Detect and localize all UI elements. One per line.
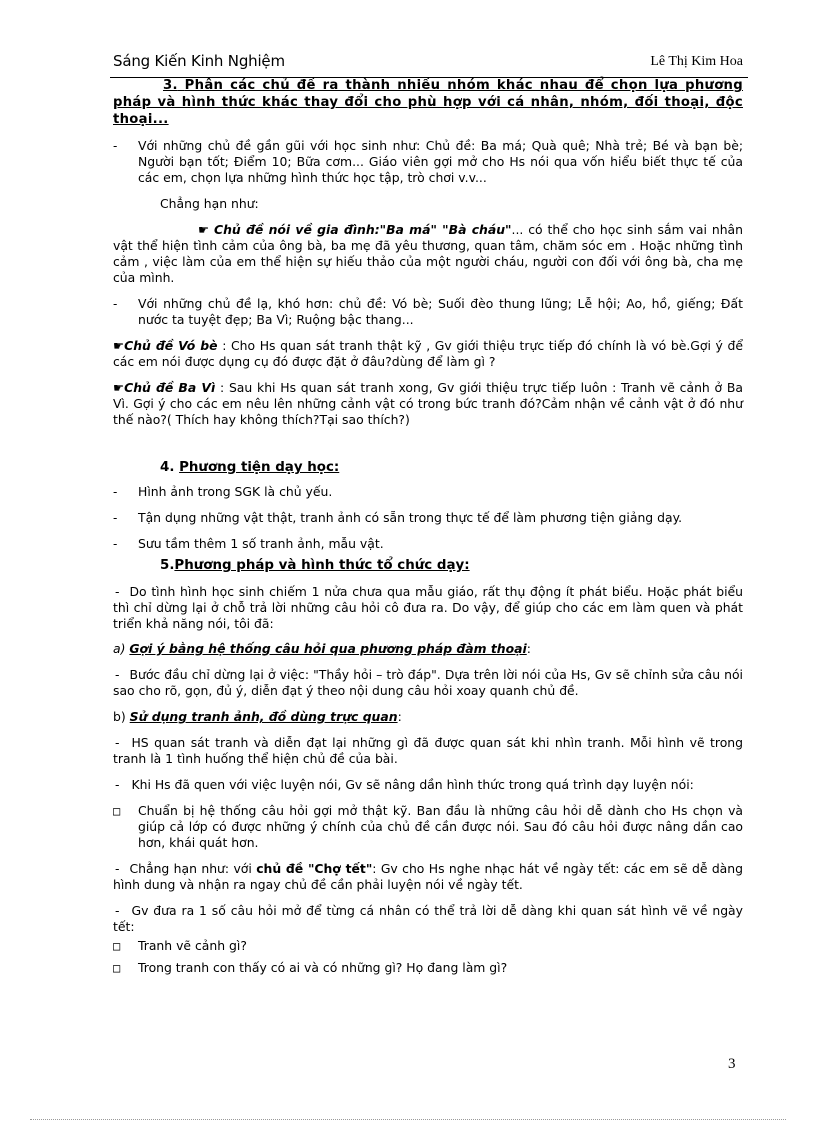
paragraph-text: Chẳng hạn như: với (129, 861, 257, 876)
section-4-number: 4. (160, 460, 175, 475)
page-number: 3 (728, 1056, 736, 1072)
paragraph-picture-observation (113, 735, 743, 767)
section-5-number: 5. (160, 558, 175, 573)
square-bullet-icon: □ (113, 804, 121, 818)
list-item (113, 510, 743, 526)
section-3-number: 3. (163, 78, 178, 93)
list-item (113, 536, 743, 552)
question-item (113, 960, 743, 976)
section-3-title: Phân các chủ đề ra thành nhiều nhóm khác nhau để chọn lựa phương pháp và hình thức khác thay đổi cho phù hợp với cá nhân, nhóm, đối thoại, độc thoại... (113, 78, 743, 127)
dash-bullet: - (115, 667, 120, 682)
pointing-hand-icon: ☛ (113, 338, 125, 353)
paragraph-student-situation (113, 584, 743, 632)
paragraph-text: : Cho Hs quan sát tranh thật kỹ , Gv giới thiệu trực tiếp đó chính là vó bè.Gợi ý để các em nói được dụng cụ đó được đặt ở đâu?dùng để làm gì ? (113, 338, 743, 369)
paragraph-question-answer (113, 667, 743, 699)
paragraph-text: Chuẩn bị hệ thống câu hỏi gợi mở thật kỹ. Ban đầu là những câu hỏi dễ dành cho Hs chọn và giúp cả lớp có được những ý chính của chủ đề cần được nói. Sau đó câu hỏi được nâng dần cao hơn, khái quát hơn. (138, 803, 743, 850)
paragraph-text: Khi Hs đã quen với việc luyện nói, Gv sẽ nâng dần hình thức trong quá trình dạy luyện nói: (131, 777, 694, 792)
subsection-a-colon: : (526, 641, 531, 656)
teaching-materials-list (113, 484, 743, 552)
section-5-heading (113, 558, 743, 574)
paragraph-unfamiliar-topics (113, 296, 743, 328)
list-item (113, 484, 743, 500)
question-item (113, 938, 743, 954)
question-text: Trong tranh con thấy có ai và có những gì? Họ đang làm gì? (138, 960, 508, 975)
section-3-heading (113, 77, 743, 128)
dash-bullet: - (113, 485, 118, 499)
paragraph-text: Với những chủ đề lạ, khó hơn: chủ đề: Vó bè; Suối đèo thung lũng; Lễ hội; Ao, hồ, giếng; Đất nước ta tuyệt đẹp; Ba Vì; Ruộng bậc thang... (138, 296, 743, 327)
paragraph-text: ... có thể cho học sinh sắm vai nhân vật thể hiện tình cảm của ông bà, ba mẹ đã yêu thương, quan tâm, chăm sóc em . Hoặc những tình cảm , việc làm của em thể hiện sự hiếu thảo của một người cháu, người con đối với ông bà, cha mẹ của mình. (113, 222, 743, 285)
section-5-title: Phương pháp và hình thức tổ chức dạy: (174, 558, 470, 573)
dash-bullet: - (115, 861, 120, 876)
paragraph-text: : Gv cho Hs nghe nhạc hát về ngày tết: các em sẽ dễ dàng hình dung và nhận ra ngay chủ đề cần phải luyện nói về ngày tết. (113, 861, 743, 892)
vo-be-topic-title: Chủ đề Vó bè (124, 338, 218, 353)
subsection-b-title: Sử dụng tranh ảnh, đồ dùng trực quan (129, 709, 398, 724)
section-4-heading (113, 460, 743, 476)
paragraph-speaking-practice (113, 777, 743, 793)
tet-market-topic: chủ đề "Chợ tết" (256, 861, 373, 876)
pointing-hand-icon: ☛ (198, 222, 210, 237)
dash-bullet: - (115, 777, 120, 792)
dash-bullet: - (113, 139, 118, 153)
subsection-a-title: Gợi ý bằng hệ thống câu hỏi qua phương pháp đàm thoại (129, 641, 527, 656)
page-body (113, 76, 743, 976)
paragraph-text: : Sau khi Hs quan sát tranh xong, Gv giới thiệu trực tiếp luôn : Tranh vẽ cảnh ở Ba Vì. Gợi ý cho các em nêu lên những cảnh vật có trong bức tranh đó?Cảm nhận về cảnh vật ở đó như thế nào?( Thích hay không thích?Tại sao thích?) (113, 380, 744, 427)
dash-bullet: - (115, 735, 120, 750)
paragraph-familiar-topics (113, 138, 743, 186)
paragraph-ba-vi (113, 380, 743, 428)
section-4-title: Phương tiện dạy học: (179, 460, 340, 475)
paragraph-text: Do tình hình học sinh chiếm 1 nửa chưa qua mẫu giáo, rất thụ động ít phát biểu. Hoặc phát biểu thì chỉ dừng lại ở chỗ trả lời những câu hỏi cô đưa ra. Do vậy, để giúp cho các em làm quen và phát triển khả năng nói, tôi đã: (113, 584, 743, 631)
paragraph-family-topic (113, 222, 743, 286)
subsection-a-heading (113, 641, 743, 657)
header-author: Lê Thị Kim Hoa (650, 54, 743, 69)
ba-vi-topic-title: Chủ đề Ba Vì (124, 380, 216, 395)
subsection-b-label: b) (113, 709, 126, 724)
family-topic-title: Chủ đề nói về gia đình:"Ba má" "Bà cháu" (214, 222, 512, 237)
pointing-hand-icon: ☛ (113, 380, 125, 395)
subsection-b-colon: : (397, 709, 402, 724)
header-left-title: Sáng Kiến Kinh Nghiệm (113, 52, 285, 70)
paragraph-vo-be (113, 338, 743, 370)
paragraph-text: Bước đầu chỉ dừng lại ở việc: "Thầy hỏi – trò đáp". Dựa trên lời nói của Hs, Gv sẽ chỉnh sửa câu nói sao cho rõ, gọn, đủ ý, diễn đạt ý theo nội dung câu hỏi xoay quanh chủ đề. (113, 667, 743, 698)
page-bottom-border (30, 1119, 786, 1120)
question-text: Tranh vẽ cảnh gì? (138, 938, 247, 953)
dash-bullet: - (113, 511, 118, 525)
paragraph-open-questions (113, 903, 743, 935)
paragraph-text: Gv đưa ra 1 số câu hỏi mở để từng cá nhân có thể trả lời dễ dàng khi quan sát hình vẽ về ngày tết: (113, 903, 743, 934)
list-item-text: Tận dụng những vật thật, tranh ảnh có sẵn trong thực tế để làm phương tiện giảng dạy. (138, 510, 683, 525)
subsection-b-heading (113, 709, 743, 725)
paragraph-text: HS quan sát tranh và diễn đạt lại những gì đã được quan sát khi nhìn tranh. Mỗi hình vẽ trong tranh là 1 tình huống thể hiện chủ đề của bài. (113, 735, 743, 766)
dash-bullet: - (113, 297, 118, 311)
paragraph-tet-market (113, 861, 743, 893)
dash-bullet: - (115, 584, 120, 599)
square-bullet-icon: □ (113, 939, 121, 953)
dash-bullet: - (115, 903, 120, 918)
subsection-a-label: a) (113, 641, 126, 656)
dash-bullet: - (113, 537, 118, 551)
paragraph-prepare-questions (113, 803, 743, 851)
list-item-text: Hình ảnh trong SGK là chủ yếu. (138, 484, 333, 499)
for-example-line: Chẳng hạn như: (160, 196, 259, 211)
list-item-text: Sưu tầm thêm 1 số tranh ảnh, mẫu vật. (138, 536, 384, 551)
paragraph-text: Với những chủ đề gần gũi với học sinh như: Chủ đề: Ba má; Quà quê; Nhà trẻ; Bé và bạn bè; Người bạn tốt; Điểm 10; Bữa cơm... Giáo viên gợi mở cho Hs nói qua vốn hiểu biết thực tế của các em, chọn lựa những hình thức học tập, trò chơi v.v... (138, 138, 743, 185)
square-bullet-icon: □ (113, 961, 121, 975)
